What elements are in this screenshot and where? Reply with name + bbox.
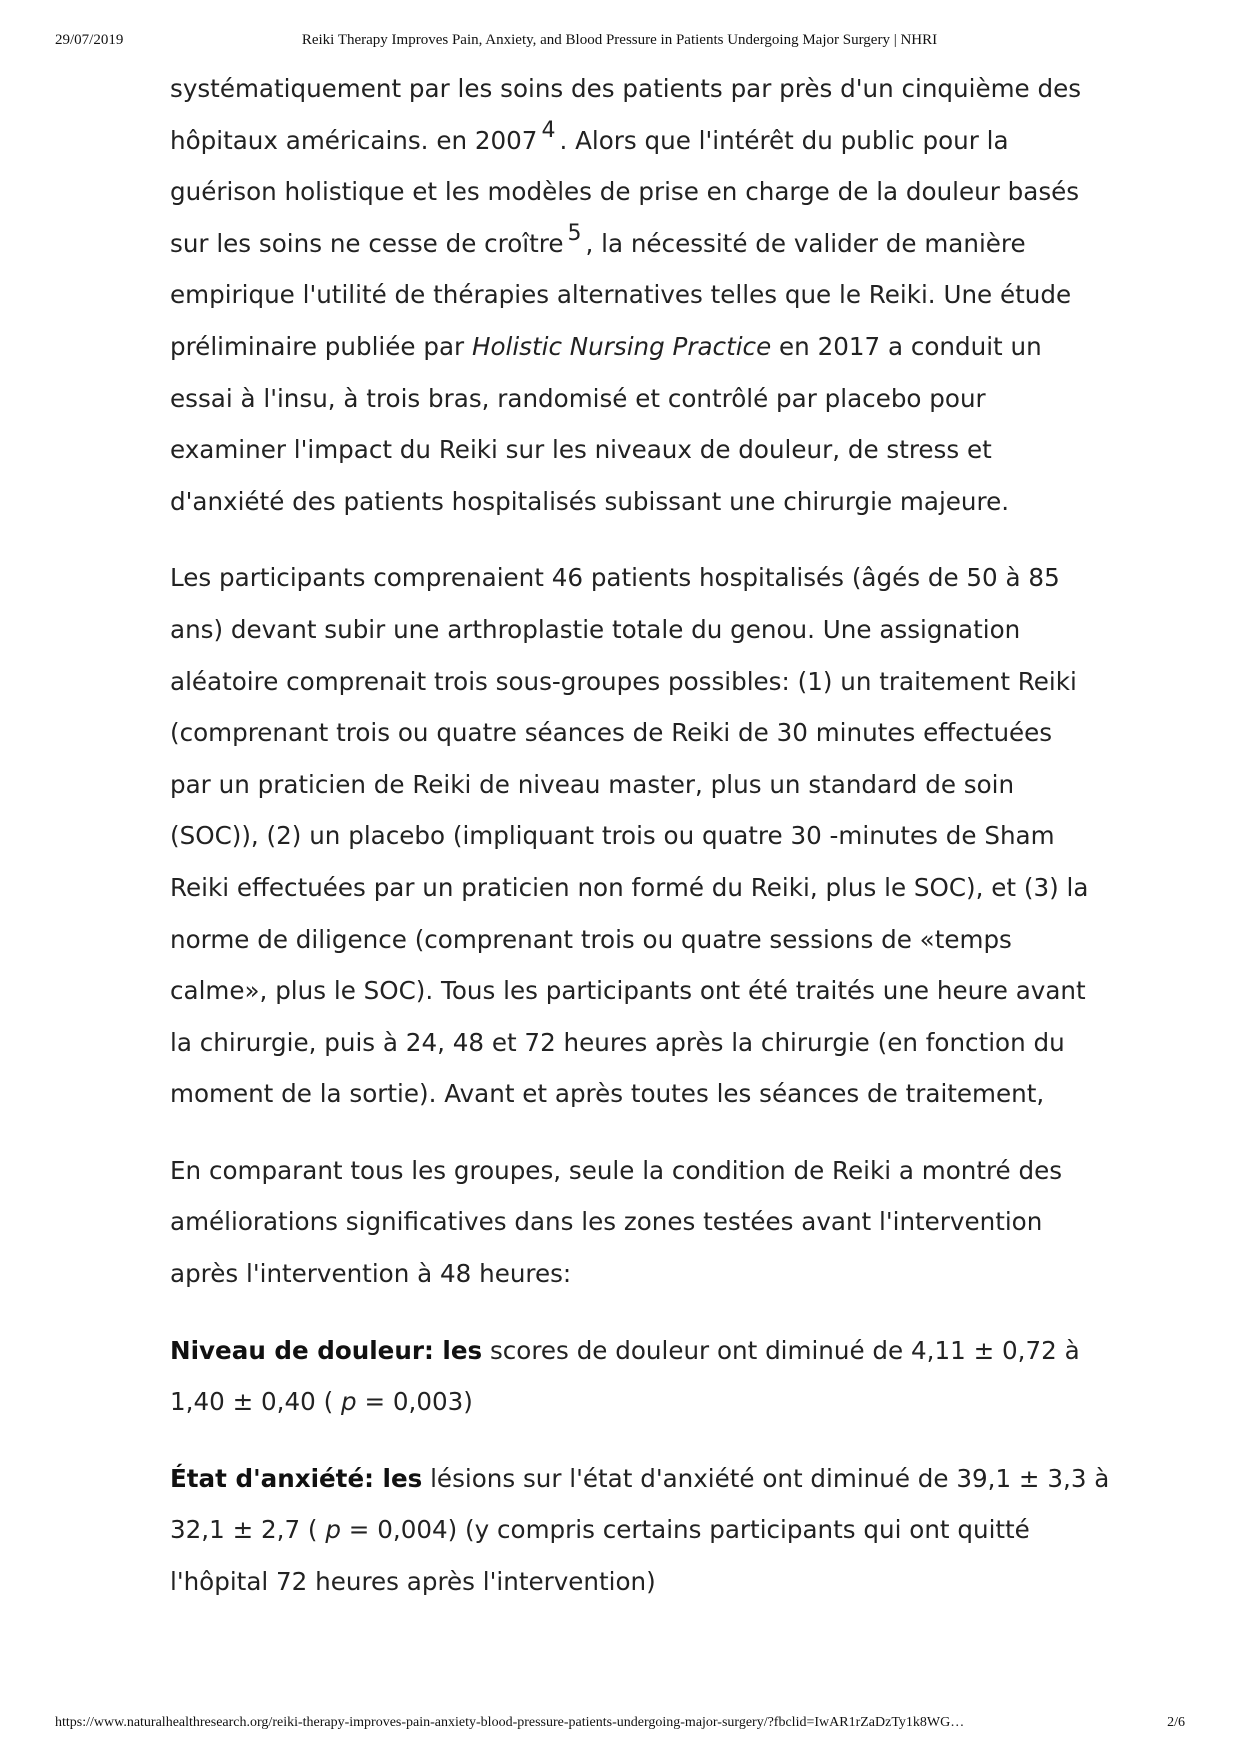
text-line: Niveau de douleur: les scores de douleur ont diminué de 4,11 ± 0,72 à bbox=[170, 1335, 1080, 1365]
journal-title: Holistic Nursing Practice bbox=[471, 331, 772, 361]
text-line: calme», plus le SOC). Tous les participants ont été traités une heure avant bbox=[170, 976, 1086, 1006]
text-line: empirique l'utilité de thérapies alternatives telles que le Reiki. Une étude bbox=[170, 280, 1072, 310]
reference-4[interactable]: 4 bbox=[541, 117, 556, 143]
text-line: préliminaire publiée par Holistic Nursing Practice en 2017 a conduit un bbox=[170, 331, 1042, 361]
result-pain-level bbox=[170, 1325, 1090, 1428]
result-anxiety-state bbox=[170, 1453, 1110, 1608]
text-line: d'anxiété des patients hospitalisés subissant une chirurgie majeure. bbox=[170, 486, 1010, 516]
result-label: État d'anxiété: les bbox=[170, 1463, 423, 1493]
text-line: l'hôpital 72 heures après l'intervention) bbox=[170, 1567, 656, 1597]
text-line: systématiquement par les soins des patients par près d'un cinquième des bbox=[170, 74, 1082, 103]
p-value-symbol: p bbox=[341, 1387, 357, 1417]
text-line: norme de diligence (comprenant trois ou quatre sessions de «temps bbox=[170, 924, 1012, 954]
text-line: guérison holistique et les modèles de prise en charge de la douleur basés bbox=[170, 177, 1080, 207]
text-line: Reiki effectuées par un praticien non formé du Reiki, plus le SOC), et (3) la bbox=[170, 872, 1089, 902]
text-line: aléatoire comprenait trois sous-groupes possibles: (1) un traitement Reiki bbox=[170, 666, 1077, 696]
text-line: par un praticien de Reiki de niveau master, plus un standard de soin bbox=[170, 769, 1015, 799]
article-body bbox=[170, 63, 1110, 1633]
text-line: moment de la sortie). Avant et après toutes les séances de traitement, bbox=[170, 1079, 1045, 1109]
text-line: En comparant tous les groupes, seule la condition de Reiki a montré des bbox=[170, 1155, 1063, 1185]
text-line: État d'anxiété: les lésions sur l'état d'anxiété ont diminué de 39,1 ± 3,3 à bbox=[170, 1463, 1110, 1493]
text-line: 1,40 ± 0,40 ( p = 0,003) bbox=[170, 1387, 473, 1417]
paragraph-2 bbox=[170, 552, 1090, 1120]
text-line: sur les soins ne cesse de croître $^5$ , la nécessité de valider de manière bbox=[170, 220, 1026, 258]
print-page-title: Reiki Therapy Improves Pain, Anxiety, and Blood Pressure in Patients Undergoing Major Surgery | NHRI bbox=[301, 32, 938, 48]
text-line: ans) devant subir une arthroplastie totale du genou. Une assignation bbox=[170, 614, 1021, 644]
text-line: après l'intervention à 48 heures: bbox=[170, 1259, 572, 1289]
p-value-symbol: p bbox=[325, 1515, 341, 1545]
text-line: (SOC)), (2) un placebo (impliquant trois ou quatre 30 -minutes de Sham bbox=[170, 821, 1055, 851]
text-line: essai à l'insu, à trois bras, randomisé et contrôlé par placebo pour bbox=[170, 383, 986, 413]
print-date: 29/07/2019 bbox=[55, 32, 124, 48]
text-line: Les participants comprenaient 46 patients hospitalisés (âgés de 50 à 85 bbox=[170, 563, 1060, 593]
source-url[interactable]: https://www.naturalhealthresearch.org/reiki-therapy-improves-pain-anxiety-blood-pressure-patients-undergoing-major-surgery/?fbclid=IwAR1rZaDzTy1k8WG… bbox=[55, 1715, 965, 1730]
paragraph-3 bbox=[170, 1145, 1090, 1300]
reference-5[interactable]: 5 bbox=[567, 220, 582, 246]
text-line: 32,1 ± 2,7 ( p = 0,004) (y compris certains participants qui ont quitté bbox=[170, 1515, 1030, 1545]
text-line: hôpitaux américains. en 2007 $^4$ . Alors que l'intérêt du public pour la bbox=[170, 117, 1009, 155]
paragraph-1 bbox=[170, 63, 1090, 527]
result-label: Niveau de douleur: les bbox=[170, 1335, 483, 1365]
text-line: (comprenant trois ou quatre séances de Reiki de 30 minutes effectuées bbox=[170, 718, 1053, 748]
page-number: 2/6 bbox=[1167, 1715, 1185, 1730]
text-line: améliorations significatives dans les zones testées avant l'intervention bbox=[170, 1207, 1043, 1237]
text-line: examiner l'impact du Reiki sur les niveaux de douleur, de stress et bbox=[170, 435, 992, 465]
text-line: la chirurgie, puis à 24, 48 et 72 heures après la chirurgie (en fonction du bbox=[170, 1027, 1065, 1057]
